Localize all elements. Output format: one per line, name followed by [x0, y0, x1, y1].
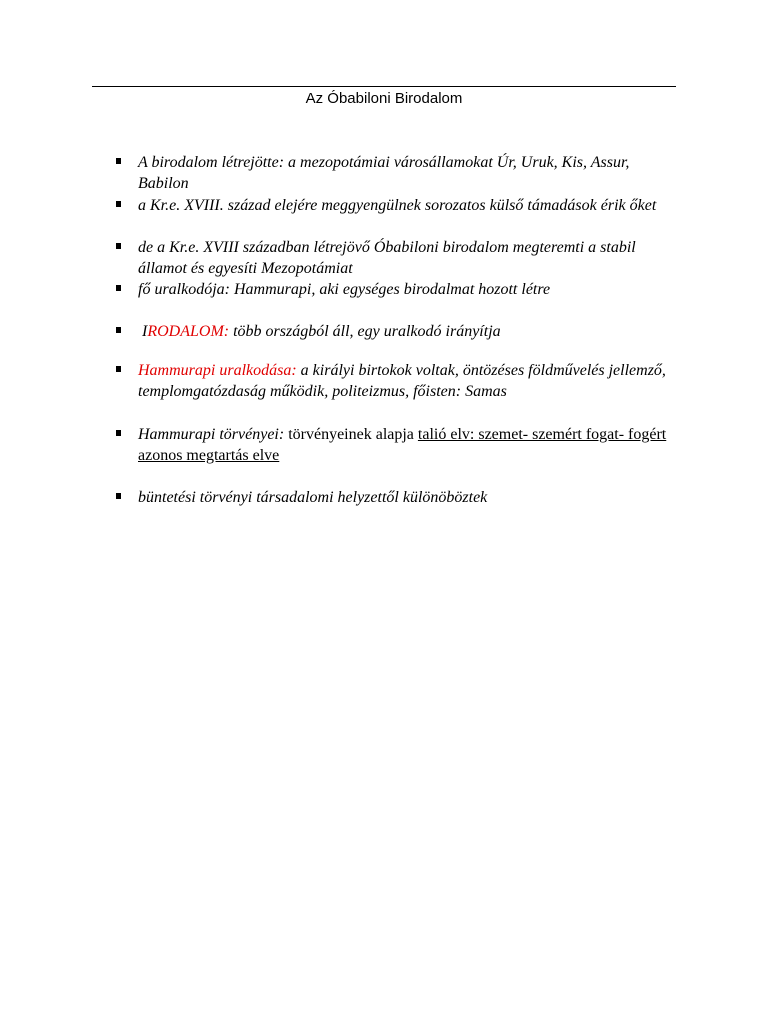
square-bullet-icon	[116, 493, 121, 499]
item-underlined: talió elv: szemet- szemért fogat- fogért azonos megtartás elve	[138, 426, 667, 464]
header-rule	[92, 86, 676, 87]
square-bullet-icon	[116, 327, 121, 333]
item-text: a királyi birtokok voltak, öntözéses földművelés jellemző, templomgatózdaság működik, politeizmus, főisten: Samas	[138, 362, 666, 400]
square-bullet-icon	[116, 201, 121, 207]
list-item	[138, 279, 678, 300]
list-item	[138, 195, 678, 216]
list-item	[138, 360, 678, 402]
list-item	[138, 152, 678, 194]
square-bullet-icon	[116, 158, 121, 164]
item-text: de a Kr.e. XVIII században létrejövő Óbabiloni birodalom megteremti a stabil államot és egyesíti Mezopotámiat	[138, 239, 636, 277]
square-bullet-icon	[116, 430, 121, 436]
item-label: Hammurapi törvényei:	[138, 426, 285, 443]
item-label: Hammurapi uralkodása:	[138, 362, 297, 379]
item-text: több országból áll, egy uralkodó irányítja	[229, 323, 501, 340]
list-item	[138, 487, 678, 508]
item-text: törvényeinek alapja	[284, 426, 418, 443]
item-lead: I	[142, 323, 148, 340]
square-bullet-icon	[116, 243, 121, 249]
item-text: büntetési törvényi társadalomi helyzettől különöböztek	[138, 489, 488, 506]
square-bullet-icon	[116, 285, 121, 291]
item-text: a Kr.e. XVIII. század elejére meggyengülnek sorozatos külső támadások érik őket	[138, 197, 657, 214]
item-label: RODALOM:	[147, 323, 230, 340]
list-item	[138, 237, 678, 279]
item-text: A birodalom létrejötte: a mezopotámiai városállamokat Úr, Uruk, Kis, Assur, Babilon	[138, 154, 630, 192]
square-bullet-icon	[116, 366, 121, 372]
page-title: Az Óbabiloni Birodalom	[305, 90, 463, 107]
item-text: fő uralkodója: Hammurapi, aki egységes birodalmat hozott létre	[138, 281, 551, 298]
list-item	[142, 321, 682, 342]
list-item	[138, 424, 678, 466]
